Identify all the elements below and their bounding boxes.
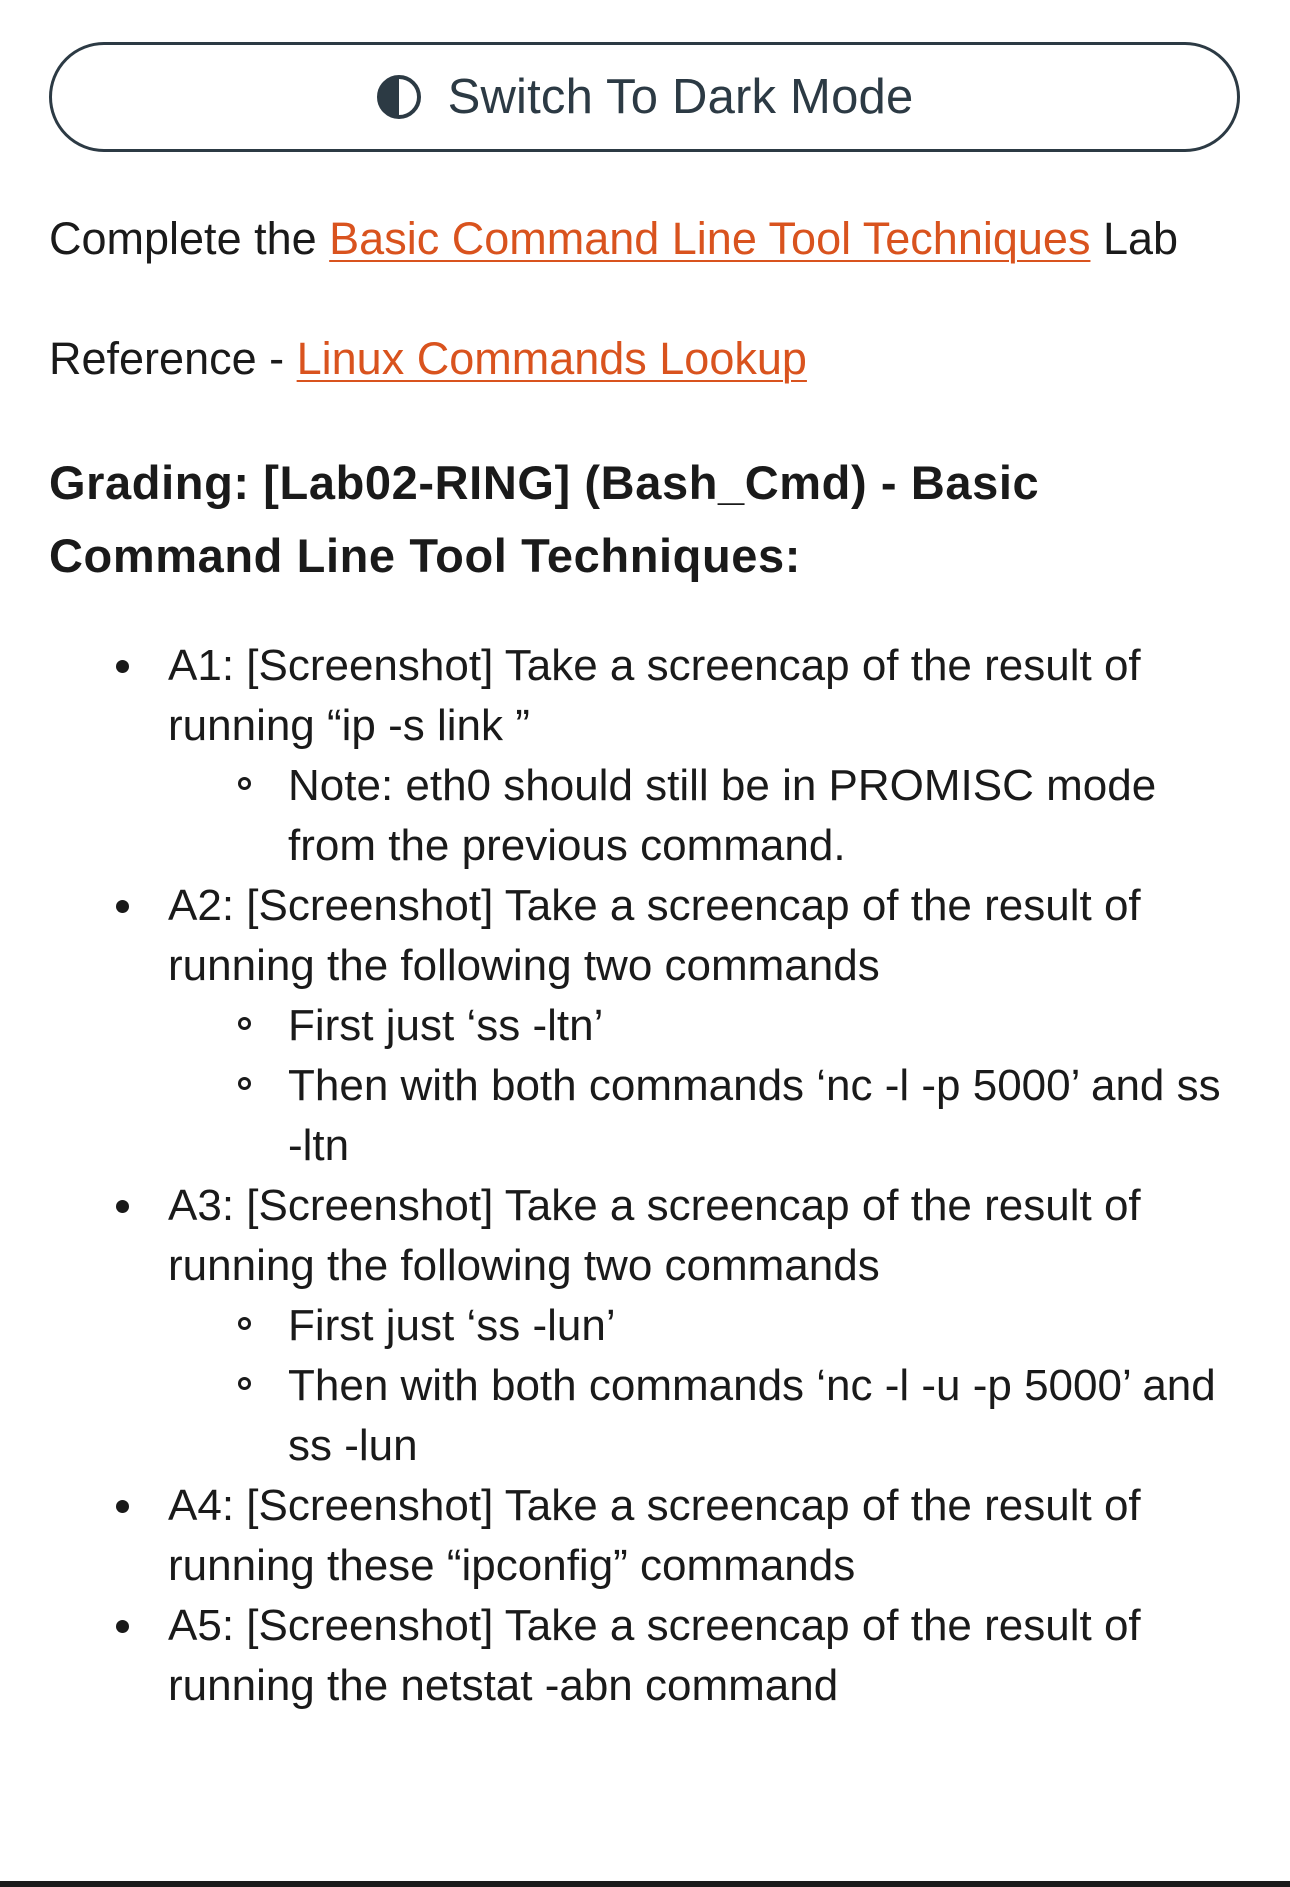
complete-prefix: Complete the	[49, 213, 330, 264]
list-item	[0, 1476, 1290, 1596]
bullet-icon	[116, 660, 129, 673]
item-text: A2: [Screenshot] Take a screencap of the result of running the following two commands	[168, 881, 1141, 990]
circle-bullet-icon	[238, 1077, 251, 1090]
bullet-icon	[116, 1620, 129, 1633]
sub-list-item	[168, 996, 1242, 1056]
dark-mode-label: Switch To Dark Mode	[447, 70, 914, 124]
sub-list-item	[168, 1356, 1242, 1476]
sub-list	[168, 996, 1242, 1176]
sub-list-item	[168, 1296, 1242, 1356]
circle-bullet-icon	[238, 1017, 251, 1030]
half-circle-contrast-icon	[376, 74, 422, 120]
list-item	[0, 1596, 1290, 1716]
list-item	[0, 876, 1290, 1176]
sub-item-text: First just ‘ss -ltn’	[288, 1001, 604, 1050]
complete-lab-paragraph	[49, 213, 1178, 265]
bullet-icon	[116, 1500, 129, 1513]
circle-bullet-icon	[238, 1377, 251, 1390]
circle-bullet-icon	[238, 777, 251, 790]
item-text: A5: [Screenshot] Take a screencap of the result of running the netstat -abn command	[168, 1601, 1141, 1710]
reference-paragraph	[49, 333, 807, 385]
list-item	[0, 1176, 1290, 1476]
sub-item-text: Then with both commands ‘nc -l -p 5000’ and ss -ltn	[288, 1061, 1221, 1170]
sub-list	[168, 756, 1242, 876]
item-text: A1: [Screenshot] Take a screencap of the result of running “ip -s link ”	[168, 641, 1141, 750]
bottom-divider	[0, 1881, 1290, 1887]
item-text: A4: [Screenshot] Take a screencap of the result of running these “ipconfig” commands	[168, 1481, 1141, 1590]
lab-link[interactable]: Basic Command Line Tool Techniques	[329, 213, 1091, 264]
grading-list	[0, 636, 1290, 1716]
sub-item-text: Then with both commands ‘nc -l -u -p 5000’ and ss -lun	[288, 1361, 1216, 1470]
bullet-icon	[116, 900, 129, 913]
list-item	[0, 636, 1290, 876]
reference-prefix: Reference -	[49, 333, 297, 384]
sub-item-text: First just ‘ss -lun’	[288, 1301, 616, 1350]
grading-heading: Grading: [Lab02-RING] (Bash_Cmd) - Basic Command Line Tool Techniques:	[49, 456, 1040, 582]
switch-to-dark-mode-button[interactable]	[49, 42, 1240, 152]
item-text: A3: [Screenshot] Take a screencap of the result of running the following two commands	[168, 1181, 1141, 1290]
sub-list-item	[168, 756, 1242, 876]
bullet-icon	[116, 1200, 129, 1213]
complete-suffix: Lab	[1090, 213, 1179, 264]
sub-item-text: Note: eth0 should still be in PROMISC mode from the previous command.	[288, 761, 1157, 870]
sub-list	[168, 1296, 1242, 1476]
reference-link[interactable]: Linux Commands Lookup	[296, 333, 807, 384]
circle-bullet-icon	[238, 1317, 251, 1330]
sub-list-item	[168, 1056, 1242, 1176]
